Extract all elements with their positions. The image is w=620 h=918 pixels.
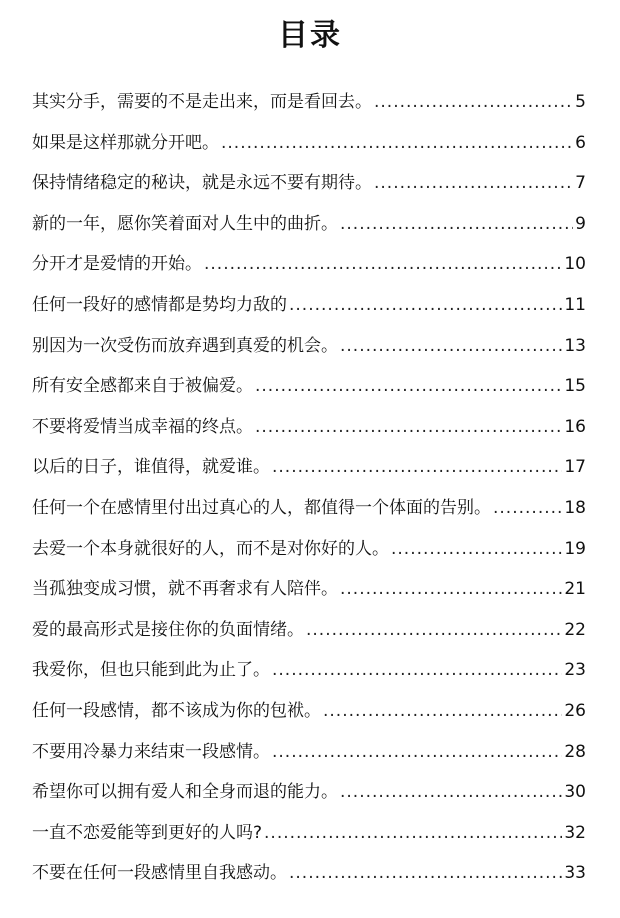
toc-entry[interactable] [32, 447, 586, 488]
dot-leader [391, 529, 562, 569]
toc-entry-title: 当孤独变成习惯，就不再奢求有人陪伴。 [32, 579, 338, 600]
toc-entry[interactable] [32, 163, 586, 204]
toc-page-number: 15 [564, 376, 586, 397]
toc-entry-title: 如果是这样那就分开吧。 [32, 132, 219, 153]
toc-entry-title: 其实分手，需要的不是走出来，而是看回去。 [32, 92, 372, 112]
toc-entry[interactable] [32, 650, 586, 691]
toc-page-number: 26 [564, 700, 586, 721]
toc-entry[interactable] [32, 285, 586, 326]
toc-entry[interactable] [32, 772, 586, 813]
toc-page-number: 9 [575, 213, 586, 234]
page-title: 目录 [278, 18, 342, 53]
toc-entry[interactable] [32, 610, 586, 651]
toc-entry-title: 我爱你，但也只能到此为止了。 [32, 660, 270, 681]
toc-entry[interactable] [32, 204, 586, 245]
dot-leader [340, 326, 562, 366]
dot-leader [374, 163, 573, 203]
toc-entry-title: 任何一段感情，都不该成为你的包袱。 [32, 700, 321, 721]
toc-page-number: 6 [575, 132, 586, 153]
toc-page-number: 28 [564, 741, 586, 762]
toc-entry-title: 爱的最高形式是接住你的负面情绪。 [32, 619, 304, 640]
toc-page-number: 19 [564, 538, 586, 559]
toc-page-number: 13 [564, 335, 586, 356]
dot-leader [493, 488, 562, 528]
toc-entry-title: 分开才是爱情的开始。 [32, 254, 202, 275]
toc-page-number: 30 [564, 782, 586, 803]
dot-leader [272, 650, 562, 690]
toc-entry-title: 不要将爱情当成幸福的终点。 [32, 416, 253, 437]
toc-entry-title: 以后的日子，谁值得，就爱谁。 [32, 457, 270, 478]
dot-leader [289, 853, 562, 893]
dot-leader [272, 447, 562, 487]
dot-leader [221, 123, 573, 163]
toc-page-number: 33 [564, 863, 586, 884]
table-of-contents [32, 82, 586, 894]
toc-entry-title: 不要在任何一段感情里自我感动。 [32, 863, 287, 884]
toc-entry[interactable] [32, 488, 586, 529]
toc-entry[interactable] [32, 407, 586, 448]
toc-entry[interactable] [32, 326, 586, 367]
toc-page-number: 23 [564, 660, 586, 681]
dot-leader [374, 82, 573, 122]
toc-entry-title: 所有安全感都来自于被偏爱。 [32, 376, 253, 397]
toc-entry[interactable] [32, 123, 586, 164]
dot-leader [340, 569, 562, 609]
dot-leader [323, 691, 562, 731]
dot-leader [255, 407, 562, 447]
dot-leader [264, 813, 562, 853]
toc-entry[interactable] [32, 529, 586, 570]
toc-entry-title: 任何一个在感情里付出过真心的人，都值得一个体面的告别。 [32, 497, 491, 518]
toc-entry[interactable] [32, 244, 586, 285]
toc-page-number: 7 [575, 173, 586, 194]
toc-entry[interactable] [32, 82, 586, 123]
toc-page-number: 10 [564, 254, 586, 275]
dot-leader [255, 366, 562, 406]
toc-entry-title: 别因为一次受伤而放弃遇到真爱的机会。 [32, 335, 338, 356]
dot-leader [340, 772, 562, 812]
toc-entry[interactable] [32, 569, 586, 610]
toc-entry-title: 保持情绪稳定的秘诀，就是永远不要有期待。 [32, 173, 372, 194]
dot-leader [204, 244, 562, 284]
dot-leader [306, 610, 562, 650]
toc-entry-title: 希望你可以拥有爱人和全身而退的能力。 [32, 782, 338, 803]
toc-page-number: 17 [564, 457, 586, 478]
toc-entry[interactable] [32, 813, 586, 854]
toc-page-number: 21 [564, 579, 586, 600]
toc-entry-title: 不要用冷暴力来结束一段感情。 [32, 741, 270, 762]
dot-leader [289, 285, 562, 325]
toc-entry[interactable] [32, 691, 586, 732]
toc-entry[interactable] [32, 853, 586, 894]
toc-entry-title: 新的一年，愿你笑着面对人生中的曲折。 [32, 213, 338, 234]
toc-page-number: 5 [575, 92, 586, 112]
toc-page-number: 16 [564, 416, 586, 437]
toc-entry-title: 一直不恋爱能等到更好的人吗? [32, 822, 263, 843]
toc-page-number: 22 [564, 619, 586, 640]
toc-page-number: 18 [564, 497, 586, 518]
toc-entry[interactable] [32, 732, 586, 773]
toc-entry-title: 任何一段好的感情都是势均力敌的 [32, 294, 287, 315]
toc-page-number: 11 [564, 294, 586, 315]
dot-leader [272, 732, 562, 772]
toc-entry-title: 去爱一个本身就很好的人，而不是对你好的人。 [32, 538, 389, 559]
toc-page-number: 32 [564, 822, 586, 843]
toc-entry[interactable] [32, 366, 586, 407]
dot-leader [340, 204, 573, 244]
